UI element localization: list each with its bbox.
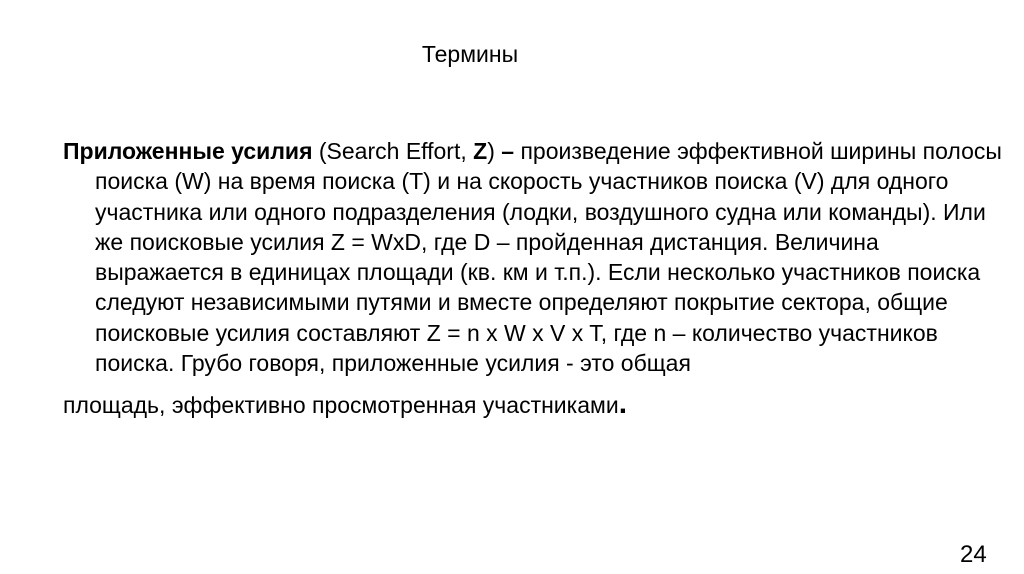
definition-final-period: .	[618, 387, 628, 421]
term-symbol: Z	[473, 138, 488, 164]
definition-final-text: площадь, эффективно просмотренная участниками	[63, 392, 619, 419]
definition-final-line	[63, 387, 1005, 421]
definition-paragraph	[63, 136, 1005, 421]
definition-body: произведение эффективной ширины полосы поиска (W) на время поиска (T) и на скорость участников поиска (V) для одного участника или одного подразделения (лодки, воздушного судна или команды). Или же поисковые усилия Z = WxD, где D – пройденная дистанция. Величина выражается в единицах площади (кв. км и т.п.). Если несколько участников поиска следуют независимыми путями и вместе определяют покрытие сектора, общие поисковые усилия составляют Z = n x W x V x T, где n – количество участников поиска. Грубо говоря, приложенные усилия - это общая	[95, 138, 1002, 377]
page-number: 24	[960, 541, 987, 568]
term-english-close: )	[487, 138, 495, 164]
term-english-open: (Search Effort,	[312, 138, 474, 164]
definition-dash: –	[494, 138, 515, 164]
slide-title: Термины	[421, 41, 519, 67]
defined-term: Приложенные усилия	[63, 138, 313, 164]
